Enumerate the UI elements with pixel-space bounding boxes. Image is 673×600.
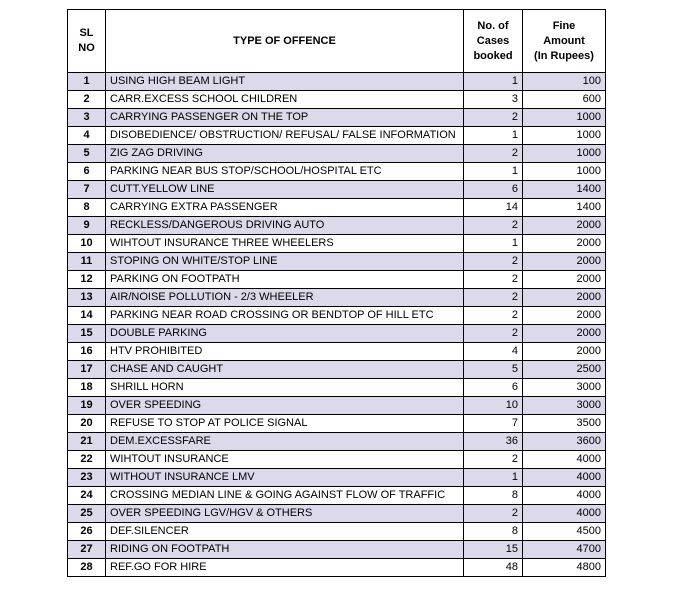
- sl-cell: 15: [68, 325, 106, 343]
- offence-cell: DISOBEDIENCE/ OBSTRUCTION/ REFUSAL/ FALSE INFORMATION: [106, 127, 464, 145]
- cases-cell: 2: [464, 325, 523, 343]
- cases-cell: 1: [464, 235, 523, 253]
- cases-cell: 1: [464, 469, 523, 487]
- cases-cell: 6: [464, 181, 523, 199]
- fine-cell: 4000: [523, 469, 606, 487]
- sl-cell: 7: [68, 181, 106, 199]
- table-row: [68, 343, 606, 361]
- table-row: [68, 145, 606, 163]
- cases-cell: 2: [464, 289, 523, 307]
- cases-cell: 2: [464, 271, 523, 289]
- cases-cell: 4: [464, 343, 523, 361]
- table-row: [68, 379, 606, 397]
- offence-cell: OVER SPEEDING: [106, 397, 464, 415]
- sl-cell: 3: [68, 109, 106, 127]
- sl-cell: 27: [68, 541, 106, 559]
- sl-cell: 21: [68, 433, 106, 451]
- sl-cell: 2: [68, 91, 106, 109]
- fine-cell: 4700: [523, 541, 606, 559]
- table-row: [68, 181, 606, 199]
- offence-table: [67, 9, 606, 577]
- fine-cell: 2500: [523, 361, 606, 379]
- table-row: [68, 397, 606, 415]
- cases-cell: 2: [464, 253, 523, 271]
- fine-cell: 2000: [523, 343, 606, 361]
- table-body: [68, 73, 606, 577]
- fine-cell: 2000: [523, 325, 606, 343]
- sl-no-header: [68, 10, 106, 73]
- sl-cell: 16: [68, 343, 106, 361]
- table-row: [68, 217, 606, 235]
- sl-cell: 25: [68, 505, 106, 523]
- cases-header-line3: booked: [473, 49, 513, 62]
- sl-cell: 13: [68, 289, 106, 307]
- table-row: [68, 91, 606, 109]
- table-row: [68, 559, 606, 577]
- fine-header-line3: (In Rupees): [534, 49, 594, 62]
- sl-cell: 9: [68, 217, 106, 235]
- offence-cell: CARRYING EXTRA PASSENGER: [106, 199, 464, 217]
- sl-cell: 28: [68, 559, 106, 577]
- fine-cell: 4000: [523, 505, 606, 523]
- fine-cell: 2000: [523, 271, 606, 289]
- table-row: [68, 325, 606, 343]
- fine-cell: 2000: [523, 253, 606, 271]
- fine-cell: 3000: [523, 397, 606, 415]
- cases-cell: 2: [464, 451, 523, 469]
- table-row: [68, 253, 606, 271]
- sl-cell: 24: [68, 487, 106, 505]
- offence-type-header: [106, 10, 464, 73]
- cases-header-line1: No. of: [477, 19, 509, 32]
- cases-cell: 48: [464, 559, 523, 577]
- table-row: [68, 523, 606, 541]
- offence-cell: CHASE AND CAUGHT: [106, 361, 464, 379]
- sl-cell: 8: [68, 199, 106, 217]
- sl-cell: 22: [68, 451, 106, 469]
- cases-cell: 36: [464, 433, 523, 451]
- table-row: [68, 541, 606, 559]
- offence-cell: WITHOUT INSURANCE LMV: [106, 469, 464, 487]
- table-row: [68, 415, 606, 433]
- fine-cell: 2000: [523, 217, 606, 235]
- cases-cell: 7: [464, 415, 523, 433]
- offence-cell: DEM.EXCESSFARE: [106, 433, 464, 451]
- cases-cell: 1: [464, 163, 523, 181]
- fine-cell: 1000: [523, 145, 606, 163]
- sl-cell: 19: [68, 397, 106, 415]
- offence-cell: PARKING ON FOOTPATH: [106, 271, 464, 289]
- offence-cell: WIHTOUT INSURANCE THREE WHEELERS: [106, 235, 464, 253]
- cases-booked-header: [464, 10, 523, 73]
- offence-cell: SHRILL HORN: [106, 379, 464, 397]
- fine-cell: 1000: [523, 127, 606, 145]
- header-row: [68, 10, 606, 73]
- fine-header-line1: Fine: [552, 19, 576, 32]
- cases-cell: 3: [464, 91, 523, 109]
- sl-cell: 5: [68, 145, 106, 163]
- sl-header-line2: NO: [78, 42, 95, 54]
- table-row: [68, 307, 606, 325]
- sl-cell: 1: [68, 73, 106, 91]
- cases-cell: 6: [464, 379, 523, 397]
- offence-cell: CROSSING MEDIAN LINE & GOING AGAINST FLOW OF TRAFFIC: [106, 487, 464, 505]
- cases-cell: 5: [464, 361, 523, 379]
- table-row: [68, 451, 606, 469]
- sl-cell: 11: [68, 253, 106, 271]
- fine-cell: 2000: [523, 289, 606, 307]
- cases-cell: 8: [464, 487, 523, 505]
- offence-cell: PARKING NEAR ROAD CROSSING OR BENDTOP OF HILL ETC: [106, 307, 464, 325]
- fine-cell: 1000: [523, 163, 606, 181]
- sl-cell: 26: [68, 523, 106, 541]
- table-row: [68, 433, 606, 451]
- fine-cell: 4000: [523, 487, 606, 505]
- table-row: [68, 163, 606, 181]
- sl-cell: 18: [68, 379, 106, 397]
- table-row: [68, 289, 606, 307]
- sl-cell: 4: [68, 127, 106, 145]
- cases-header-line2: Cases: [476, 34, 510, 47]
- offence-cell: REF.GO FOR HIRE: [106, 559, 464, 577]
- fine-header-line2: Amount: [543, 34, 585, 47]
- table-row: [68, 505, 606, 523]
- offence-cell: RIDING ON FOOTPATH: [106, 541, 464, 559]
- sl-cell: 6: [68, 163, 106, 181]
- offence-cell: DOUBLE PARKING: [106, 325, 464, 343]
- offence-cell: OVER SPEEDING LGV/HGV & OTHERS: [106, 505, 464, 523]
- table-row: [68, 109, 606, 127]
- table-row: [68, 73, 606, 91]
- offence-cell: DEF.SILENCER: [106, 523, 464, 541]
- table-row: [68, 235, 606, 253]
- fine-cell: 4800: [523, 559, 606, 577]
- fine-cell: 1000: [523, 109, 606, 127]
- cases-cell: 2: [464, 505, 523, 523]
- fine-cell: 600: [523, 91, 606, 109]
- fine-cell: 3600: [523, 433, 606, 451]
- sl-cell: 14: [68, 307, 106, 325]
- table-row: [68, 487, 606, 505]
- fine-cell: 4000: [523, 451, 606, 469]
- offence-cell: REFUSE TO STOP AT POLICE SIGNAL: [106, 415, 464, 433]
- fine-cell: 2000: [523, 307, 606, 325]
- type-header-text: TYPE OF OFFENCE: [233, 34, 336, 47]
- sl-header-line1: SL: [79, 27, 94, 39]
- table-row: [68, 361, 606, 379]
- table-row: [68, 127, 606, 145]
- cases-cell: 15: [464, 541, 523, 559]
- table-row: [68, 199, 606, 217]
- cases-cell: 2: [464, 217, 523, 235]
- offence-cell: ZIG ZAG DRIVING: [106, 145, 464, 163]
- fine-cell: 100: [523, 73, 606, 91]
- table-row: [68, 469, 606, 487]
- fine-cell: 3500: [523, 415, 606, 433]
- offence-cell: CARRYING PASSENGER ON THE TOP: [106, 109, 464, 127]
- offence-cell: CARR.EXCESS SCHOOL CHILDREN: [106, 91, 464, 109]
- offence-cell: STOPING ON WHITE/STOP LINE: [106, 253, 464, 271]
- fine-cell: 3000: [523, 379, 606, 397]
- table-row: [68, 271, 606, 289]
- offence-cell: CUTT.YELLOW LINE: [106, 181, 464, 199]
- fine-cell: 2000: [523, 235, 606, 253]
- sl-cell: 10: [68, 235, 106, 253]
- fine-cell: 4500: [523, 523, 606, 541]
- sl-cell: 17: [68, 361, 106, 379]
- offence-cell: WIHTOUT INSURANCE: [106, 451, 464, 469]
- offence-cell: USING HIGH BEAM LIGHT: [106, 73, 464, 91]
- cases-cell: 1: [464, 73, 523, 91]
- cases-cell: 2: [464, 145, 523, 163]
- cases-cell: 10: [464, 397, 523, 415]
- sl-cell: 23: [68, 469, 106, 487]
- fine-cell: 1400: [523, 181, 606, 199]
- offence-cell: RECKLESS/DANGEROUS DRIVING AUTO: [106, 217, 464, 235]
- cases-cell: 14: [464, 199, 523, 217]
- fine-cell: 1400: [523, 199, 606, 217]
- cases-cell: 8: [464, 523, 523, 541]
- fine-amount-header: [523, 10, 606, 73]
- offence-cell: PARKING NEAR BUS STOP/SCHOOL/HOSPITAL ETC: [106, 163, 464, 181]
- offence-cell: HTV PROHIBITED: [106, 343, 464, 361]
- sl-cell: 12: [68, 271, 106, 289]
- offence-cell: AIR/NOISE POLLUTION - 2/3 WHEELER: [106, 289, 464, 307]
- sl-cell: 20: [68, 415, 106, 433]
- cases-cell: 2: [464, 109, 523, 127]
- cases-cell: 2: [464, 307, 523, 325]
- cases-cell: 1: [464, 127, 523, 145]
